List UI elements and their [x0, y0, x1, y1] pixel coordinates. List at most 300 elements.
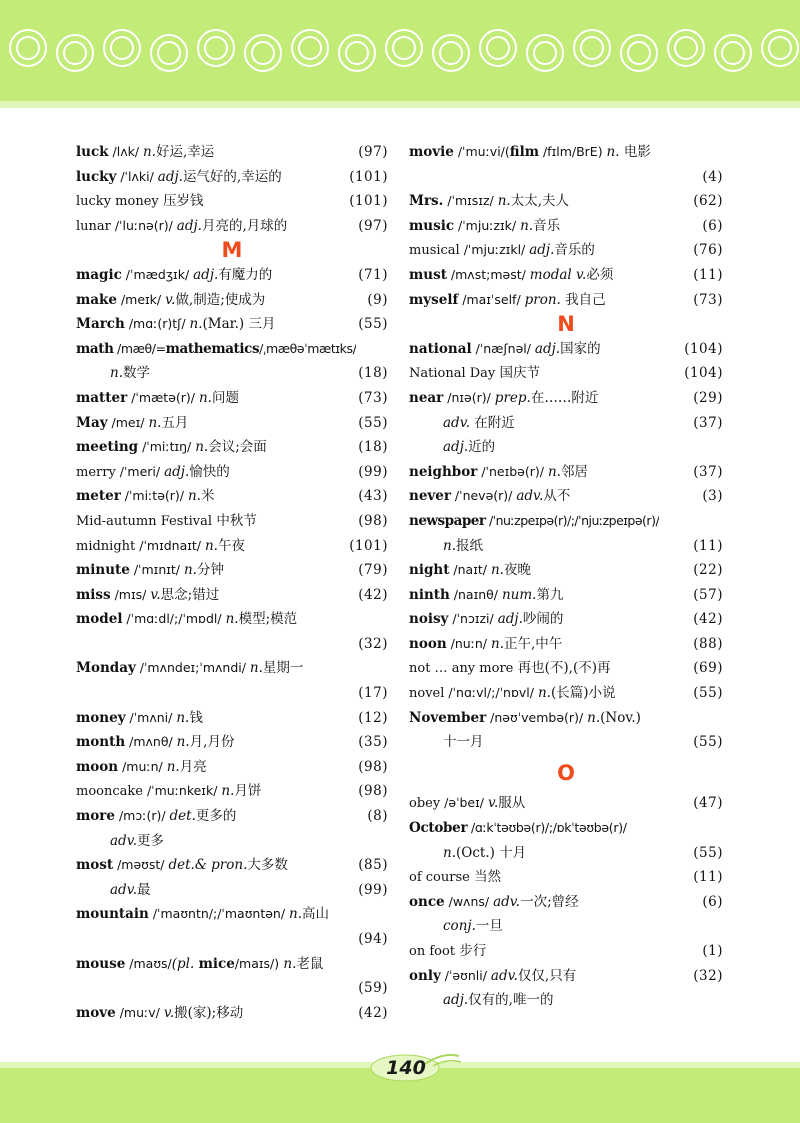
pronunciation: /ˈneɪbə(r)/ [477, 463, 548, 479]
header-band-edge [0, 101, 800, 108]
decorative-circle [158, 42, 180, 64]
definition: (长篇)小说 [550, 685, 616, 702]
page-reference: (98) [358, 758, 388, 775]
pronunciation: /ɑːkˈtəʊbə(r)/;/ɒkˈtəʊbə(r)/ [467, 820, 627, 836]
page-reference: (11) [693, 266, 723, 283]
decorative-circle [252, 42, 274, 64]
page-reference: (55) [693, 734, 723, 751]
definition: 有魔力的 [218, 266, 273, 283]
definition: 音乐 [533, 217, 561, 234]
headword: October [409, 820, 468, 837]
headword: mooncake [76, 784, 143, 800]
entry-magic [76, 263, 388, 288]
pronunciation: /ˈnæʃnəl/ [471, 340, 535, 356]
decorative-circle [715, 35, 751, 71]
headword: obey [409, 796, 441, 812]
part-of-speech: n. [520, 217, 534, 234]
headword: national [409, 340, 472, 357]
page-reference: (4) [702, 168, 723, 185]
headword: most [76, 857, 114, 874]
headword: miss [76, 586, 111, 603]
page-reference: (42) [693, 611, 723, 628]
definition: (Nov.) [600, 709, 641, 726]
part-of-speech: n. [283, 955, 297, 972]
definition: 从不 [543, 488, 571, 505]
entry-month [76, 730, 388, 755]
pronunciation: /mɑː(r)tʃ/ [124, 316, 190, 332]
page-reference: (17) [358, 685, 388, 702]
decorative-circle [205, 37, 227, 59]
definition: 近的 [468, 439, 496, 456]
headword: meter [76, 488, 121, 505]
headword: mouse [76, 955, 126, 972]
entry-mrs [409, 189, 723, 214]
headword: November [409, 709, 487, 726]
headword: Mrs. [409, 193, 444, 210]
part-of-speech: pron. [524, 291, 561, 308]
definition: 月,月份 [189, 734, 235, 751]
pronunciation: /mʌst;məst/ [446, 266, 530, 282]
headword: noon [409, 635, 447, 652]
pronunciation: /nəʊˈvembə(r)/ [486, 709, 588, 725]
section-letter-o: O [557, 760, 575, 785]
part-of-speech: n. [289, 906, 303, 923]
page-reference: (22) [693, 562, 723, 579]
pronunciation: /wʌns/ [444, 893, 494, 909]
page-reference: (71) [358, 266, 388, 283]
part-of-speech: n. [606, 144, 620, 160]
entry-once-conj [409, 914, 723, 939]
definition: (Mar.) 三月 [202, 316, 276, 333]
decorative-circle [440, 42, 462, 64]
entry-neighbor [409, 460, 723, 485]
pronunciation: /mɪs/ [110, 586, 151, 602]
headword: music [409, 217, 455, 234]
part-of-speech: n. [225, 611, 239, 628]
headword: lucky [76, 168, 117, 185]
pronunciation: /məʊst/ [113, 857, 169, 873]
definition: 更多 [137, 832, 165, 849]
headword: ninth [409, 586, 450, 603]
headword: must [409, 266, 447, 283]
definition: 仅有的,唯一的 [468, 992, 554, 1009]
left-column [76, 140, 388, 1025]
page-reference: (94) [358, 931, 388, 947]
headword: minute [76, 562, 130, 579]
headword: meeting [76, 439, 139, 456]
definition: 邻居 [560, 463, 588, 480]
page-reference: (97) [358, 217, 388, 234]
page-number: 140 [386, 1057, 426, 1079]
page-reference: (37) [693, 463, 723, 480]
entry-may [76, 411, 388, 436]
definition: 报纸 [456, 537, 483, 554]
page-reference: (97) [358, 144, 388, 160]
headword: musical [409, 243, 460, 259]
entry-movie [409, 140, 723, 165]
definition: 会议;会面 [208, 439, 267, 456]
entry-noisy [409, 607, 723, 632]
decorative-circle [581, 37, 603, 59]
headword: move [76, 1004, 116, 1021]
page-reference: (57) [693, 586, 723, 603]
page-reference: (11) [693, 537, 723, 554]
headword: midnight [76, 538, 136, 554]
pronunciation: /meɪk/ [116, 291, 166, 307]
headword: May [76, 414, 108, 431]
part-of-speech: adv. [516, 488, 544, 505]
part-of-speech: n. [221, 783, 235, 800]
definition: 钱 [189, 709, 203, 726]
headword: model [76, 611, 123, 628]
headword: merry [76, 464, 116, 480]
pronunciation: /ˈmædʒɪk/ [121, 266, 194, 282]
pronunciation: /ˈnevə(r)/ [450, 488, 517, 504]
headword: math [76, 340, 114, 357]
page-reference: (11) [693, 869, 723, 886]
part-of-speech: adv. [493, 893, 521, 910]
page-reference: (98) [358, 512, 388, 529]
decorative-circle [339, 35, 375, 71]
definition: 大多数 [247, 857, 288, 874]
entry-luck [76, 140, 388, 165]
page-reference: (32) [693, 967, 723, 984]
headword: more [76, 808, 115, 825]
decorative-circle [762, 30, 798, 66]
decorative-circle [675, 37, 697, 59]
definition: 愉快的 [189, 463, 230, 480]
headword: luck [76, 144, 109, 160]
decorative-circle [769, 37, 791, 59]
page-reference: (6) [702, 217, 723, 234]
part-of-speech: num. [501, 586, 537, 603]
headword: novel [409, 686, 445, 702]
entry-most [76, 853, 388, 878]
page-number-badge [355, 1046, 465, 1086]
headword: myself [409, 291, 459, 308]
pronunciation: /ˈlʌki/ [116, 168, 158, 184]
headword: never [409, 488, 451, 505]
part-of-speech: n. [187, 488, 201, 505]
entry-noon [409, 632, 723, 657]
entry-mouse-ref [76, 976, 388, 1001]
definition: 必须 [586, 266, 614, 283]
definition: 再也(不),(不)再 [513, 660, 611, 677]
pronunciation: /naɪt/ [449, 562, 491, 578]
decorative-circle [534, 42, 556, 64]
pronunciation: /ˈnuːzpeɪpə(r)/;/ˈnjuːzpeɪpə(r)/ [485, 512, 660, 528]
part-of-speech: adj. [164, 463, 190, 480]
pronunciation: /muːn/ [118, 758, 167, 774]
definition: 在附近 [470, 414, 515, 431]
page-reference: (1) [702, 943, 723, 959]
definition: 午夜 [217, 537, 245, 554]
definition: 星期一 [262, 660, 304, 677]
entry-matter [76, 386, 388, 411]
page-reference: (62) [693, 193, 723, 210]
part-of-speech: n. [587, 709, 601, 726]
definition: 第九 [536, 586, 564, 603]
entry-obey [409, 791, 723, 816]
page-reference: (104) [684, 365, 723, 382]
part-of-speech: n. [166, 758, 180, 775]
definition: 月亮的,月球的 [201, 217, 288, 234]
page-reference: (76) [693, 242, 723, 259]
page-reference: (98) [358, 783, 388, 800]
page-reference: (101) [349, 537, 388, 554]
pronunciation: /ˈmuːvi/( [453, 144, 510, 159]
definition: 国家的 [560, 340, 601, 357]
entry-minute [76, 558, 388, 583]
headword-variant: film [509, 144, 539, 160]
decorative-circle [111, 37, 133, 59]
headword: March [76, 316, 125, 333]
definition: 数学 [123, 365, 150, 382]
definition: 在……附近 [530, 389, 599, 406]
pronunciation: /nuːn/ [446, 635, 491, 651]
page-reference: (35) [358, 734, 388, 751]
page-reference: (59) [358, 980, 388, 997]
entry-once [409, 890, 723, 915]
part-of-speech: n. [183, 562, 197, 579]
definition: 中秋节 [212, 512, 257, 529]
definition: 老鼠 [296, 955, 324, 972]
entry-of-course [409, 865, 723, 890]
headword: night [409, 562, 450, 579]
page-reference: (99) [358, 463, 388, 480]
entry-mouse [76, 952, 388, 977]
part-of-speech: n. [491, 635, 504, 652]
pronunciation: /mɔː(r)/ [115, 808, 170, 824]
definition: 当然 [469, 869, 502, 886]
part-of-speech: n. [497, 193, 511, 210]
page-reference: (88) [693, 635, 723, 652]
entry-near [409, 386, 723, 411]
part-of-speech: adj. [176, 217, 202, 234]
decorative-circle [299, 37, 321, 59]
definition: 国庆节 [495, 365, 541, 382]
definition: 吵闹的 [522, 611, 564, 628]
entry-movie-ref [409, 165, 723, 190]
page-reference: (18) [358, 365, 388, 382]
headword: on foot [409, 944, 456, 959]
headword: National Day [409, 366, 496, 382]
entry-on-foot [409, 939, 723, 964]
definition: 月亮 [179, 758, 207, 775]
entry-miss [76, 583, 388, 608]
definition: 仅仅,只有 [517, 967, 577, 984]
pronunciation: /ˈmɪnɪt/ [129, 562, 184, 578]
entry-money [76, 706, 388, 731]
entry-musical [409, 238, 723, 263]
headword: movie [409, 144, 454, 160]
entry-myself [409, 288, 723, 313]
decorative-circle [668, 30, 704, 66]
pronunciation: /ˈluːnə(r)/ [110, 217, 177, 233]
headword: mountain [76, 906, 149, 923]
pronunciation: /ˈmaʊntn/;/ˈmaʊntən/ [148, 906, 290, 922]
entry-mooncake [76, 779, 388, 804]
entry-november-def [409, 730, 723, 755]
part-of-speech: adv. [443, 414, 471, 431]
pronunciation: /ˈmiːtɪŋ/ [138, 439, 196, 455]
definition: 电影 [623, 144, 651, 160]
entry-lunar [76, 214, 388, 239]
page-reference: (79) [358, 562, 388, 579]
definition: 最 [137, 881, 151, 898]
part-of-speech: n. [443, 537, 456, 554]
entry-model-ref [76, 632, 388, 657]
page-reference: (47) [693, 795, 723, 812]
part-of-speech: n. [490, 562, 504, 579]
entry-midnight [76, 534, 388, 559]
pronunciation: /nɪə(r)/ [443, 389, 495, 405]
definition: 高山 [302, 906, 330, 923]
definition: 模型;模范 [238, 611, 298, 628]
pronunciation: /ˈmjuːzɪkl/ [459, 242, 530, 258]
plural-pronunciation: /maɪs/) [234, 955, 280, 971]
decorative-circle [151, 35, 187, 71]
definition: 夜晚 [503, 562, 531, 579]
decorative-circle [104, 30, 140, 66]
definition: 我自己 [560, 291, 606, 308]
page-reference: (55) [693, 685, 723, 702]
headword: neighbor [409, 463, 478, 480]
part-of-speech: det.& pron. [168, 857, 248, 874]
page-reference: (42) [358, 586, 388, 603]
plural-label: (pl. [171, 955, 195, 972]
pronunciation: /ˈmɪsɪz/ [443, 193, 498, 209]
entry-night [409, 558, 723, 583]
part-of-speech: prep. [494, 389, 531, 406]
headword: moon [76, 758, 119, 775]
part-of-speech: n. [195, 439, 209, 456]
definition: 做,制造;使成为 [175, 291, 266, 308]
decorative-circle [621, 35, 657, 71]
pronunciation: /ˈmɑːdl/;/ˈmɒdl/ [122, 611, 226, 627]
entry-most-adv [76, 878, 388, 903]
entry-must [409, 263, 723, 288]
page-reference: (12) [358, 709, 388, 726]
pronunciation: /ˈnɔɪzi/ [448, 611, 498, 627]
entry-november [409, 706, 723, 731]
page-reference: (32) [358, 635, 388, 652]
decorative-circle [487, 37, 509, 59]
part-of-speech: adv. [490, 967, 518, 984]
part-of-speech: adj. [529, 242, 555, 259]
entry-ninth [409, 583, 723, 608]
definition: 步行 [455, 943, 487, 959]
headword: lucky money [76, 194, 159, 210]
definition: 一旦 [475, 918, 503, 935]
definition: 更多的 [195, 808, 237, 825]
entry-march [76, 312, 388, 337]
page-reference: (99) [358, 881, 388, 898]
headword: only [409, 967, 441, 984]
part-of-speech: n. [443, 844, 456, 861]
part-of-speech: adv. [110, 832, 138, 849]
headword: magic [76, 266, 122, 283]
part-of-speech: modal v. [529, 266, 587, 283]
pronunciation: /ˈmuːnkeɪk/ [142, 783, 222, 799]
section-letter-n: N [557, 312, 575, 337]
pronunciation: /əˈbeɪ/ [440, 795, 488, 811]
decorative-circle [527, 35, 563, 71]
decorative-circle [292, 30, 328, 66]
part-of-speech: n. [143, 144, 157, 160]
part-of-speech: n. [198, 389, 212, 406]
entry-move [76, 1001, 388, 1026]
pronunciation: /maɪˈself/ [458, 291, 525, 307]
decorative-circle [17, 37, 39, 59]
part-of-speech: adv. [110, 881, 138, 898]
page-reference: (104) [684, 340, 723, 357]
entry-more [76, 804, 388, 829]
part-of-speech: n. [547, 463, 561, 480]
decorative-circle [198, 30, 234, 66]
pronunciation: /muːv/ [115, 1004, 164, 1020]
entry-only [409, 964, 723, 989]
definition: 好运,幸运 [156, 144, 215, 160]
part-of-speech: n. [249, 660, 263, 677]
definition: 一次;曾经 [520, 893, 579, 910]
pronunciation: /ˈmætə(r)/ [127, 389, 199, 405]
page-reference: (85) [358, 857, 388, 874]
definition: 十一月 [443, 734, 484, 751]
page-reference: (29) [693, 389, 723, 406]
entry-monday [76, 656, 388, 681]
page-reference: (69) [693, 660, 723, 677]
page-reference: (43) [358, 488, 388, 505]
entry-mountain-ref [76, 927, 388, 952]
headword-variant: mathematics [165, 340, 260, 357]
headword: make [76, 291, 117, 308]
decorative-circle [393, 37, 415, 59]
definition: 问题 [211, 389, 239, 406]
entry-only-adj [409, 988, 723, 1013]
entry-newspaper [409, 509, 723, 534]
part-of-speech: n. [176, 734, 190, 751]
entry-math-def [76, 361, 388, 386]
page-reference: (9) [367, 291, 388, 308]
page-reference: (18) [358, 439, 388, 456]
entry-near-adv [409, 411, 723, 436]
decorative-circle [57, 35, 93, 71]
definition: 压岁钱 [158, 193, 204, 210]
decorative-circle [386, 30, 422, 66]
headword: once [409, 893, 445, 910]
pronunciation: /maʊs/ [125, 955, 172, 971]
headword: of course [409, 870, 470, 886]
pronunciation: /ˈmɪdnaɪt/ [135, 537, 205, 553]
part-of-speech: n. [110, 365, 123, 382]
part-of-speech: v. [163, 1004, 175, 1021]
definition: 思念;错过 [160, 586, 220, 603]
page-reference: (6) [702, 893, 723, 910]
headword: noisy [409, 611, 449, 628]
pronunciation-variant: /ˌmæθəˈmætɪks/ [259, 340, 357, 356]
part-of-speech: det. [169, 808, 196, 825]
entry-national-day [409, 361, 723, 386]
pronunciation: /mæθ/= [113, 340, 166, 356]
pronunciation: /lʌk/ [108, 144, 144, 159]
section-letter-m: M [221, 238, 243, 263]
headword: near [409, 389, 444, 406]
pronunciation: /mʌnθ/ [125, 734, 177, 750]
entry-national [409, 337, 723, 362]
entry-moon [76, 755, 388, 780]
page-reference: (37) [693, 414, 723, 431]
